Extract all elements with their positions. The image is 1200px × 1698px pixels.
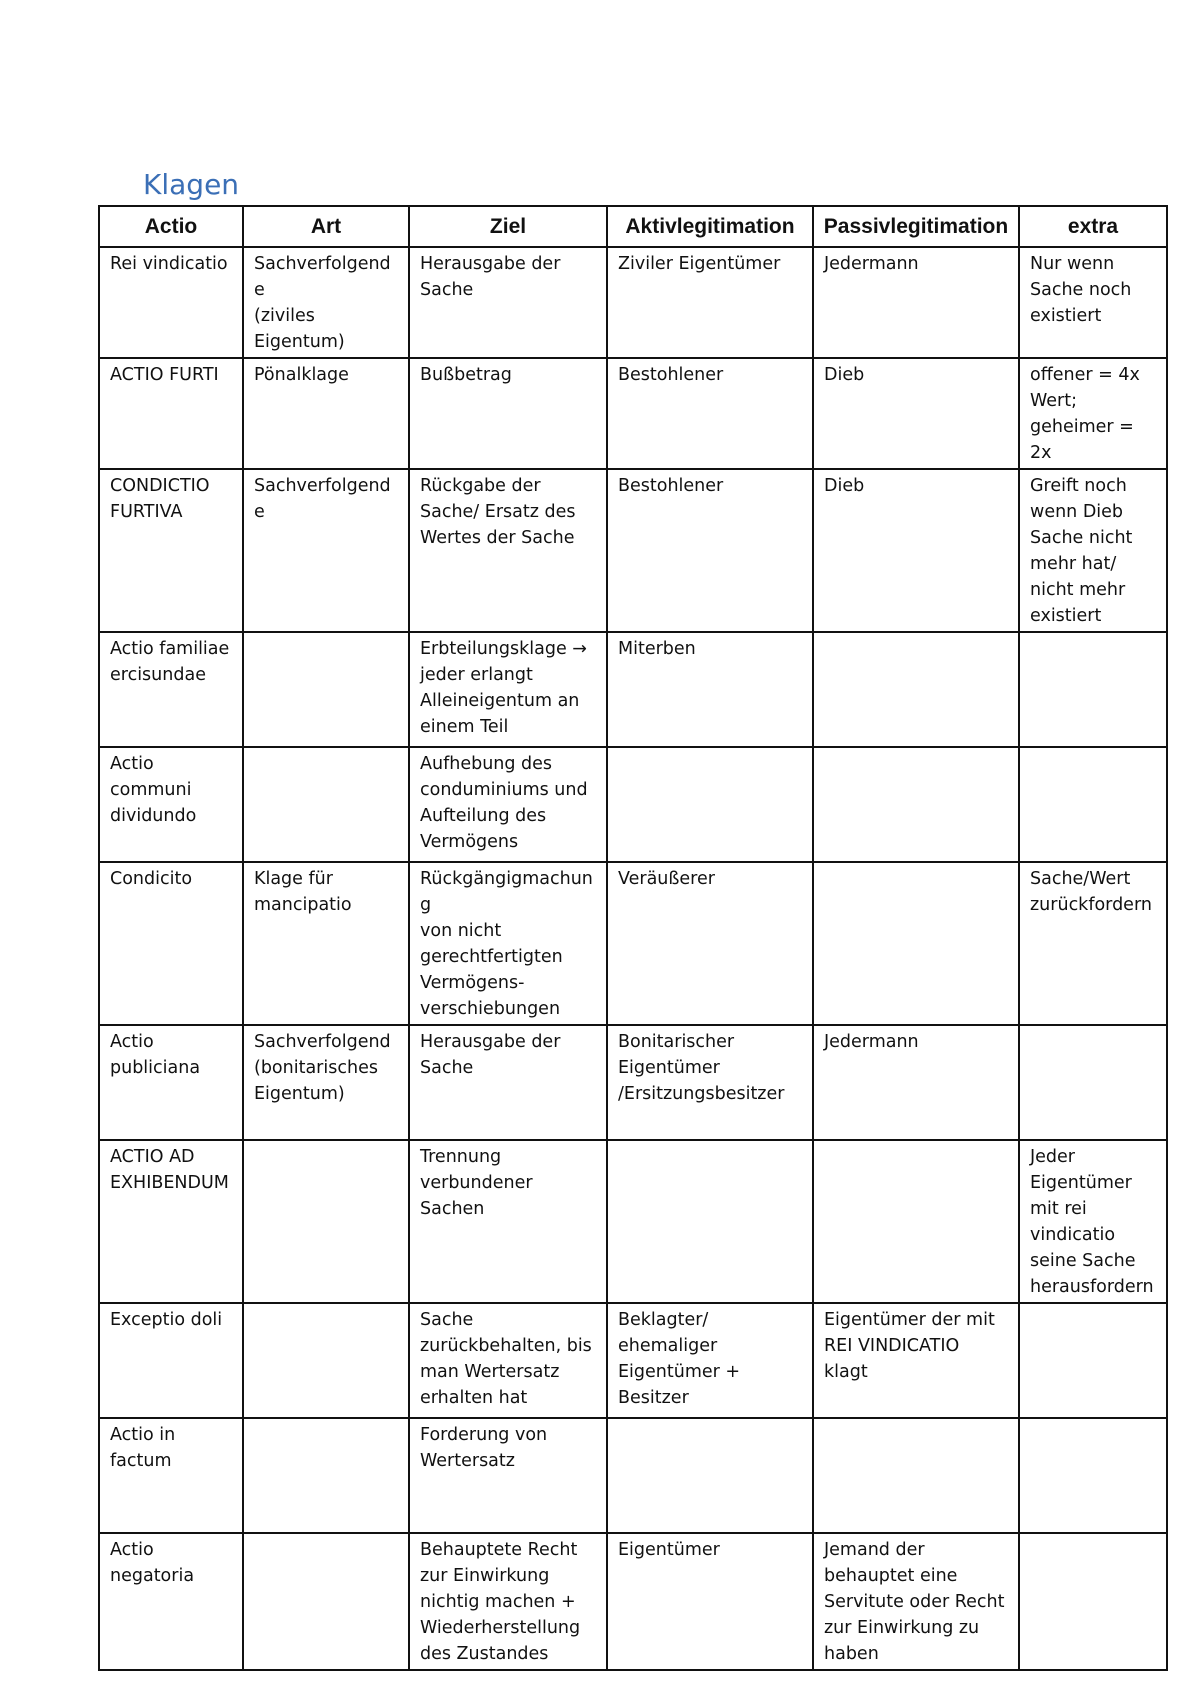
table-cell	[409, 1140, 607, 1303]
table-cell	[1019, 1303, 1167, 1418]
table-cell	[1019, 469, 1167, 632]
table-cell	[99, 1533, 243, 1670]
cell-text: Eigentümer	[618, 1540, 720, 1560]
table-cell	[99, 862, 243, 1025]
table-row	[99, 469, 1167, 632]
table-row	[99, 1140, 1167, 1303]
cell-text: Miterben	[618, 639, 696, 659]
table-cell	[1019, 1418, 1167, 1533]
cell-text: Erbteilungsklage → jeder erlangt Alleineigentum an einem Teil	[420, 639, 587, 737]
cell-text: Actio communi dividundo	[110, 754, 197, 826]
page-title: Klagen	[143, 168, 240, 201]
table-cell	[607, 247, 813, 358]
table-cell	[243, 358, 409, 469]
cell-text: Eigentümer der mit REI VINDICATIO klagt	[824, 1310, 995, 1382]
cell-text: Jedermann	[824, 254, 919, 274]
table-cell	[243, 632, 409, 747]
table-cell	[99, 1140, 243, 1303]
table-cell	[409, 862, 607, 1025]
cell-text: Actio negatoria	[110, 1540, 195, 1586]
table-cell	[813, 862, 1019, 1025]
cell-text: Pönalklage	[254, 365, 349, 385]
table-cell	[243, 747, 409, 862]
cell-text: Actio in factum	[110, 1425, 176, 1471]
table-cell	[813, 358, 1019, 469]
cell-text: Rückgabe der Sache/ Ersatz des Wertes der Sache	[420, 476, 576, 548]
cell-text: CONDICTIO FURTIVA	[110, 476, 210, 522]
cell-text: Ziviler Eigentümer	[618, 254, 781, 274]
cell-text: Beklagter/ ehemaliger Eigentümer + Besitzer	[618, 1310, 741, 1408]
table-cell	[813, 1140, 1019, 1303]
table-cell	[1019, 358, 1167, 469]
header-ziel: Ziel	[409, 206, 607, 247]
table-row	[99, 1025, 1167, 1140]
cell-text: offener = 4x Wert; geheimer = 2x	[1030, 365, 1140, 463]
table-cell	[99, 247, 243, 358]
cell-text: ACTIO FURTI	[110, 365, 219, 385]
table-row	[99, 747, 1167, 862]
table-cell	[1019, 1533, 1167, 1670]
header-aktivlegitimation: Aktivlegitimation	[607, 206, 813, 247]
cell-text: Sachverfolgende	[254, 476, 391, 522]
cell-text: Sache/Wert zurückfordern	[1030, 869, 1152, 915]
table-row	[99, 1418, 1167, 1533]
table-cell	[99, 632, 243, 747]
table-row	[99, 632, 1167, 747]
table-cell	[99, 1025, 243, 1140]
table-cell	[409, 1418, 607, 1533]
cell-text: Condicito	[110, 869, 193, 889]
table-cell	[243, 1418, 409, 1533]
table-cell	[813, 1418, 1019, 1533]
cell-text: Aufhebung des conduminiums und Aufteilung des Vermögens	[420, 754, 588, 852]
header-passivlegitimation: Passivlegitimation	[813, 206, 1019, 247]
table-cell	[409, 358, 607, 469]
cell-text: Exceptio doli	[110, 1310, 223, 1330]
table-cell	[813, 632, 1019, 747]
table-cell	[607, 358, 813, 469]
cell-text: Dieb	[824, 365, 865, 385]
header-extra: extra	[1019, 206, 1167, 247]
table-cell	[607, 632, 813, 747]
table-cell	[607, 1303, 813, 1418]
table-cell	[1019, 1140, 1167, 1303]
cell-text: Klage für mancipatio	[254, 869, 352, 915]
klagen-table	[98, 205, 1168, 1671]
table-cell	[607, 862, 813, 1025]
table-cell	[243, 1303, 409, 1418]
cell-text: Jeder Eigentümer mit rei vindicatio seine Sache herausfordern	[1030, 1147, 1154, 1297]
table-cell	[409, 747, 607, 862]
header-art: Art	[243, 206, 409, 247]
table-cell	[409, 632, 607, 747]
table-cell	[813, 1533, 1019, 1670]
table-cell	[99, 747, 243, 862]
cell-text: Sachverfolgende (ziviles Eigentum)	[254, 254, 391, 352]
cell-text: Bestohlener	[618, 365, 724, 385]
cell-text: Veräußerer	[618, 869, 715, 889]
table-cell	[607, 1140, 813, 1303]
table-cell	[243, 1533, 409, 1670]
cell-text: Nur wenn Sache noch existiert	[1030, 254, 1132, 326]
cell-text: Trennung verbundener Sachen	[420, 1147, 533, 1219]
cell-text: Rückgängigmachung von nicht gerechtfertigten Vermögens- verschiebungen	[420, 869, 593, 1019]
cell-text: Actio familiae ercisundae	[110, 639, 230, 685]
table-cell	[813, 247, 1019, 358]
table-row	[99, 1303, 1167, 1418]
table-cell	[1019, 862, 1167, 1025]
table-cell	[99, 469, 243, 632]
cell-text: Herausgabe der Sache	[420, 1032, 561, 1078]
cell-text: Actio publiciana	[110, 1032, 201, 1078]
cell-text: Dieb	[824, 476, 865, 496]
table-cell	[409, 469, 607, 632]
table-header-row	[99, 206, 1167, 247]
table-cell	[813, 1025, 1019, 1140]
cell-text: ACTIO AD EXHIBENDUM	[110, 1147, 229, 1193]
table-cell	[243, 247, 409, 358]
table-cell	[409, 247, 607, 358]
table-cell	[1019, 632, 1167, 747]
table-cell	[813, 747, 1019, 862]
header-actio: Actio	[99, 206, 243, 247]
table-cell	[409, 1533, 607, 1670]
cell-text: Greift noch wenn Dieb Sache nicht mehr hat/ nicht mehr existiert	[1030, 476, 1133, 626]
table-cell	[607, 1025, 813, 1140]
table-row	[99, 1533, 1167, 1670]
table-cell	[99, 1418, 243, 1533]
cell-text: Herausgabe der Sache	[420, 254, 561, 300]
table-cell	[243, 469, 409, 632]
cell-text: Bußbetrag	[420, 365, 512, 385]
table-cell	[409, 1303, 607, 1418]
table-cell	[409, 1025, 607, 1140]
table-cell	[813, 469, 1019, 632]
table-row	[99, 862, 1167, 1025]
table-row	[99, 358, 1167, 469]
cell-text: Sache zurückbehalten, bis man Wertersatz erhalten hat	[420, 1310, 592, 1408]
table-cell	[1019, 247, 1167, 358]
cell-text: Sachverfolgend (bonitarisches Eigentum)	[254, 1032, 391, 1104]
table-cell	[1019, 1025, 1167, 1140]
cell-text: Behauptete Recht zur Einwirkung nichtig machen + Wiederherstellung des Zustandes	[420, 1540, 581, 1664]
table-cell	[99, 358, 243, 469]
table-cell	[607, 1418, 813, 1533]
cell-text: Jedermann	[824, 1032, 919, 1052]
table-row	[99, 247, 1167, 358]
table-cell	[243, 1025, 409, 1140]
cell-text: Jemand der behauptet eine Servitute oder Recht zur Einwirkung zu haben	[824, 1540, 1005, 1664]
table-cell	[243, 1140, 409, 1303]
table-cell	[813, 1303, 1019, 1418]
cell-text: Bestohlener	[618, 476, 724, 496]
cell-text: Forderung von Wertersatz	[420, 1425, 548, 1471]
cell-text: Bonitarischer Eigentümer /Ersitzungsbesitzer	[618, 1032, 785, 1104]
table-cell	[243, 862, 409, 1025]
table-cell	[99, 1303, 243, 1418]
table-cell	[607, 469, 813, 632]
table-cell	[607, 747, 813, 862]
cell-text: Rei vindicatio	[110, 254, 228, 274]
table-cell	[607, 1533, 813, 1670]
table-cell	[1019, 747, 1167, 862]
